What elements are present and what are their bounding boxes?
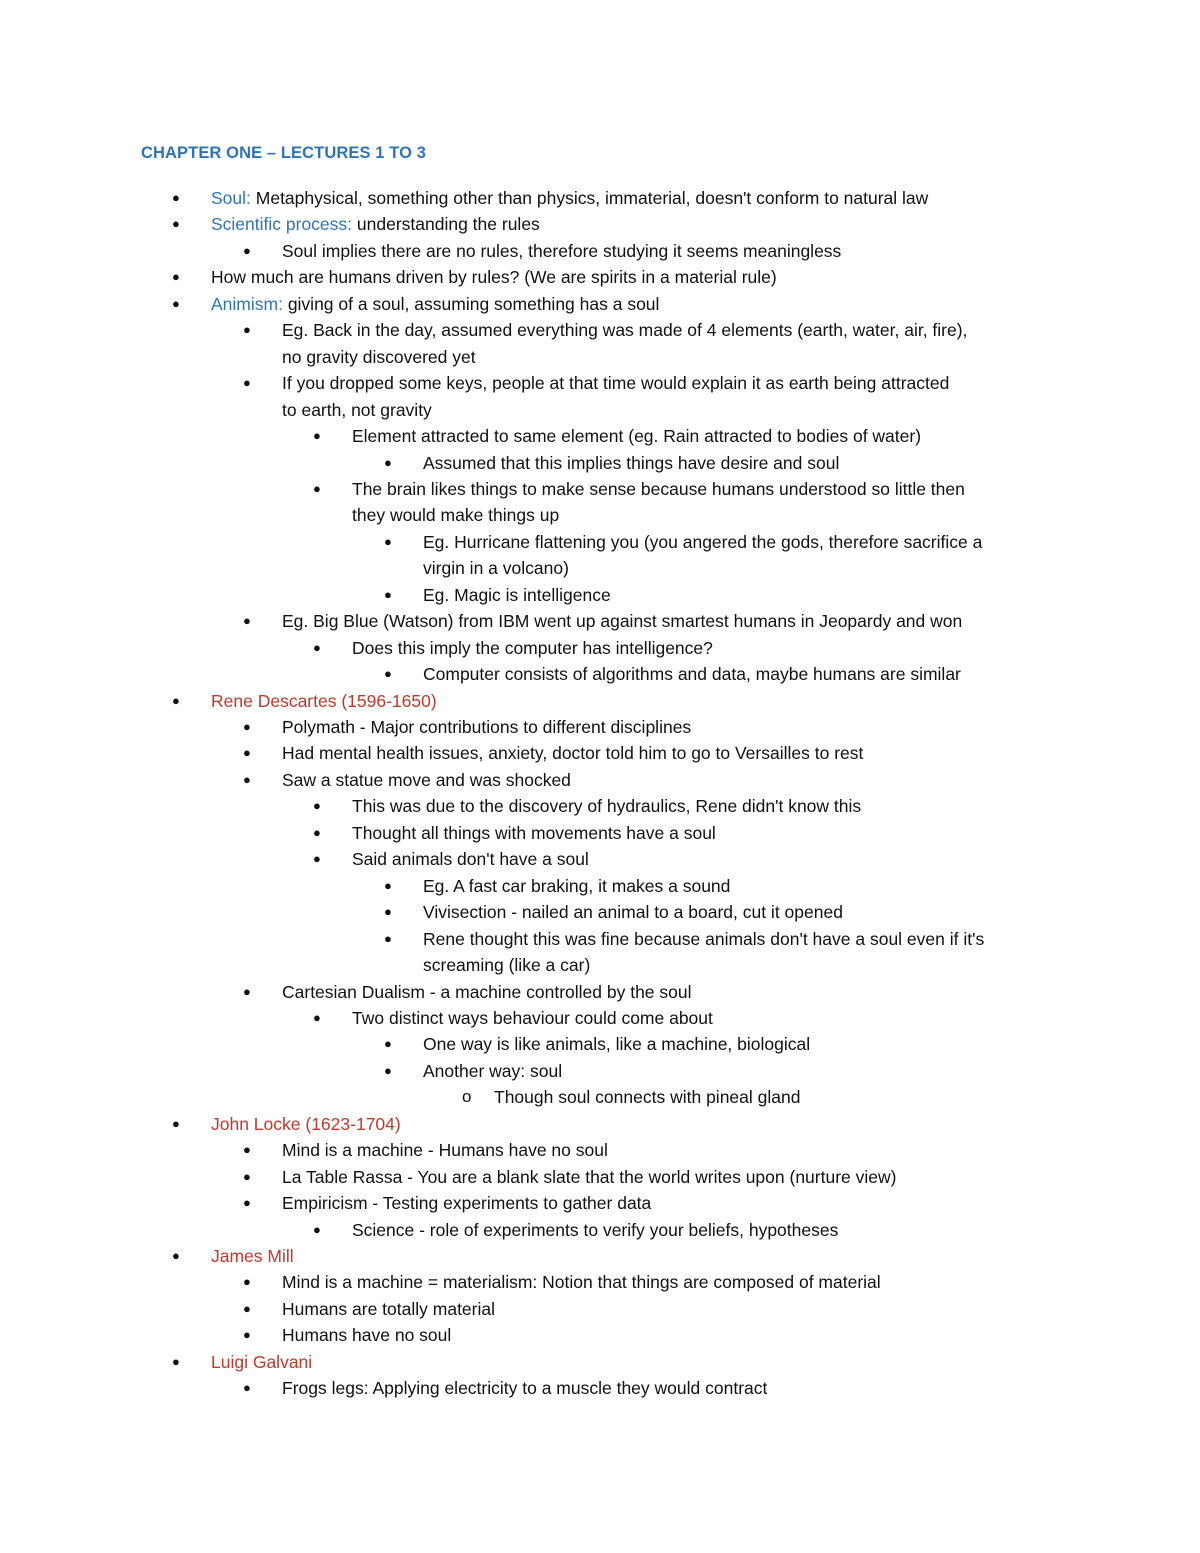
list-item-text bbox=[423, 557, 569, 579]
list-item-text bbox=[352, 504, 559, 526]
list-item-label: James Mill bbox=[211, 1246, 294, 1266]
bullet-icon: ● bbox=[313, 824, 321, 840]
bullet-icon: ● bbox=[243, 1327, 251, 1343]
list-item-body: Had mental health issues, anxiety, doctor told him to go to Versailles to rest bbox=[282, 743, 864, 764]
list-item bbox=[0, 213, 1200, 235]
list-item-body: giving of a soul, assuming something has a soul bbox=[282, 293, 660, 314]
list-item-body: Vivisection - nailed an animal to a board, cut it opened bbox=[423, 902, 843, 923]
list-item-text bbox=[282, 769, 571, 791]
list-item-text bbox=[282, 1139, 608, 1161]
list-item-text bbox=[211, 1113, 401, 1135]
bullet-icon: ● bbox=[243, 745, 251, 761]
list-item-body: Does this imply the computer has intelligence? bbox=[352, 637, 713, 658]
list-item-text bbox=[282, 372, 949, 394]
list-item-body: Another way: soul bbox=[423, 1060, 563, 1081]
bullet-icon: ● bbox=[384, 877, 392, 893]
list-item-text bbox=[282, 240, 841, 262]
bullet-icon: ● bbox=[384, 533, 392, 549]
list-item-body: La Table Rassa - You are a blank slate that the world writes upon (nurture view) bbox=[282, 1166, 897, 1187]
list-item-body: Eg. Hurricane flattening you (you angered the gods, therefore sacrifice a bbox=[423, 531, 983, 552]
list-item-text bbox=[423, 954, 590, 976]
list-item-label: Luigi Galvani bbox=[211, 1351, 313, 1372]
list-item-body: Thought all things with movements have a soul bbox=[352, 822, 716, 843]
list-item-text bbox=[352, 822, 716, 844]
list-item-body: Mind is a machine - Humans have no soul bbox=[282, 1140, 608, 1161]
list-item-body: Eg. Magic is intelligence bbox=[423, 584, 611, 605]
bullet-icon: ● bbox=[384, 1036, 392, 1052]
list-item bbox=[0, 1298, 1200, 1320]
list-item-body: Empiricism - Testing experiments to gather data bbox=[282, 1193, 652, 1214]
list-item bbox=[0, 452, 1200, 474]
list-item-body: How much are humans driven by rules? (We are spirits in a material rule) bbox=[211, 267, 777, 288]
bullet-icon: ● bbox=[172, 190, 180, 205]
list-item-text bbox=[352, 1219, 838, 1241]
bullet-icon: ● bbox=[172, 692, 180, 708]
list-item-text bbox=[211, 690, 437, 712]
list-item bbox=[0, 928, 1200, 950]
list-item-body: Saw a statue move and was shocked bbox=[282, 769, 571, 790]
list-item-text bbox=[211, 266, 777, 288]
bullet-icon: ● bbox=[313, 428, 321, 444]
list-item bbox=[0, 716, 1200, 738]
list-item-text bbox=[352, 637, 713, 659]
list-item bbox=[0, 504, 1200, 526]
list-item-body: Metaphysical, something other than physics, immaterial, doesn't conform to natural law bbox=[250, 188, 929, 208]
list-item-label: Animism: bbox=[211, 293, 283, 314]
bullet-icon: ● bbox=[172, 1115, 180, 1131]
list-item bbox=[0, 610, 1200, 632]
list-item-text bbox=[423, 875, 730, 897]
list-item-label: Scientific process: bbox=[211, 214, 353, 235]
bullet-icon: ● bbox=[384, 666, 392, 682]
list-item bbox=[0, 372, 1200, 394]
list-item-body: Assumed that this implies things have desire and soul bbox=[423, 452, 840, 473]
list-item bbox=[0, 557, 1200, 579]
list-item-text bbox=[423, 1033, 810, 1055]
list-item-body: Frogs legs: Applying electricity to a muscle they would contract bbox=[282, 1378, 768, 1399]
list-item bbox=[0, 690, 1200, 712]
list-item bbox=[0, 1377, 1200, 1399]
list-item bbox=[0, 1060, 1200, 1082]
list-item-body: The brain likes things to make sense because humans understood so little then bbox=[352, 478, 965, 499]
list-item-text bbox=[211, 187, 928, 209]
bullet-icon: ● bbox=[384, 904, 392, 920]
bullet-icon: ● bbox=[243, 1142, 251, 1158]
list-item-text bbox=[282, 1377, 767, 1399]
bullet-icon: ● bbox=[243, 322, 251, 338]
list-item-body: Humans have no soul bbox=[282, 1325, 452, 1346]
list-item-body: no gravity discovered yet bbox=[282, 346, 476, 367]
bullet-icon: ● bbox=[243, 613, 251, 629]
list-item bbox=[0, 531, 1200, 553]
bullet-icon: ● bbox=[243, 719, 251, 734]
list-item bbox=[0, 901, 1200, 923]
bullet-icon: ● bbox=[313, 1009, 321, 1025]
bullet-icon: ● bbox=[313, 480, 321, 496]
bullet-icon: o bbox=[462, 1087, 472, 1107]
list-item bbox=[0, 822, 1200, 844]
bullet-icon: ● bbox=[243, 771, 251, 787]
list-item bbox=[0, 478, 1200, 500]
list-item-text bbox=[282, 716, 691, 738]
list-item-body: Element attracted to same element (eg. Rain attracted to bodies of water) bbox=[352, 426, 922, 447]
list-item-text bbox=[282, 742, 863, 764]
list-item bbox=[0, 1139, 1200, 1161]
bullet-icon: ● bbox=[384, 586, 392, 602]
list-item bbox=[0, 795, 1200, 817]
list-item bbox=[0, 319, 1200, 341]
list-item-text bbox=[352, 1007, 713, 1029]
list-item-body: understanding the rules bbox=[352, 214, 540, 235]
list-item-body: Two distinct ways behaviour could come about bbox=[352, 1007, 713, 1028]
list-item-text bbox=[282, 981, 692, 1003]
list-item-text bbox=[282, 1271, 881, 1293]
list-item-text bbox=[352, 848, 589, 870]
list-item bbox=[0, 1351, 1200, 1373]
list-item-text bbox=[423, 531, 982, 553]
list-item-text bbox=[282, 319, 967, 341]
bullet-icon: ● bbox=[313, 1221, 321, 1237]
list-item-text bbox=[282, 346, 476, 368]
list-item-label: Soul: bbox=[211, 188, 251, 208]
list-item bbox=[0, 848, 1200, 870]
list-item-body: Mind is a machine = materialism: Notion that things are composed of material bbox=[282, 1272, 881, 1293]
list-item-text bbox=[423, 452, 839, 474]
bullet-icon: ● bbox=[243, 1300, 251, 1316]
bullet-icon: ● bbox=[172, 1248, 180, 1263]
bullet-icon: ● bbox=[384, 1062, 392, 1078]
list-item bbox=[0, 1033, 1200, 1055]
list-item-text bbox=[352, 795, 861, 817]
bullet-icon: ● bbox=[172, 295, 180, 311]
list-item-body: Computer consists of algorithms and data, maybe humans are similar bbox=[423, 664, 961, 685]
list-item-body: Eg. Back in the day, assumed everything was made of 4 elements (earth, water, air, fire), bbox=[282, 320, 968, 341]
list-item bbox=[0, 1113, 1200, 1135]
list-item-body: virgin in a volcano) bbox=[423, 558, 569, 579]
list-item-body: Though soul connects with pineal gland bbox=[494, 1087, 801, 1108]
list-item bbox=[0, 875, 1200, 897]
list-item bbox=[0, 266, 1200, 288]
list-item bbox=[0, 346, 1200, 368]
list-item-body: Eg. Big Blue (Watson) from IBM went up against smartest humans in Jeopardy and won bbox=[282, 611, 963, 632]
list-item bbox=[0, 399, 1200, 421]
list-item bbox=[0, 954, 1200, 976]
list-item-body: to earth, not gravity bbox=[282, 399, 432, 420]
list-item bbox=[0, 425, 1200, 447]
list-item-body: they would make things up bbox=[352, 505, 560, 526]
list-item bbox=[0, 663, 1200, 685]
bullet-icon: ● bbox=[243, 242, 251, 258]
list-item-text bbox=[494, 1086, 800, 1108]
bullet-icon: ● bbox=[243, 1195, 251, 1211]
bullet-icon: ● bbox=[243, 375, 251, 391]
list-item-body: If you dropped some keys, people at that time would explain it as earth being attracted bbox=[282, 373, 950, 394]
list-item-label: Rene Descartes (1596-1650) bbox=[211, 690, 437, 711]
list-item bbox=[0, 1324, 1200, 1346]
list-item-body: One way is like animals, like a machine, biological bbox=[423, 1034, 811, 1055]
list-item bbox=[0, 1007, 1200, 1029]
list-item-text bbox=[282, 1166, 896, 1188]
list-item bbox=[0, 1271, 1200, 1293]
list-item-text bbox=[423, 584, 611, 606]
list-item-text bbox=[211, 293, 659, 315]
list-item bbox=[0, 1245, 1200, 1267]
chapter-heading: CHAPTER ONE – LECTURES 1 TO 3 bbox=[141, 144, 426, 162]
bullet-icon: ● bbox=[313, 639, 321, 655]
bullet-icon: ● bbox=[243, 1168, 251, 1184]
list-item bbox=[0, 1219, 1200, 1241]
list-item bbox=[0, 637, 1200, 659]
list-item-text bbox=[423, 928, 984, 950]
list-item-body: Cartesian Dualism - a machine controlled by the soul bbox=[282, 981, 692, 1002]
bullet-icon: ● bbox=[384, 930, 392, 946]
list-item-text bbox=[352, 425, 921, 447]
list-item bbox=[0, 584, 1200, 606]
list-item-text bbox=[423, 901, 843, 923]
bullet-icon: ● bbox=[172, 1353, 180, 1369]
list-item-body: Eg. A fast car braking, it makes a sound bbox=[423, 875, 731, 896]
list-item-body: screaming (like a car) bbox=[423, 955, 591, 976]
list-item-text bbox=[211, 1245, 294, 1267]
bullet-icon: ● bbox=[243, 1380, 251, 1396]
list-item bbox=[0, 1166, 1200, 1188]
list-item bbox=[0, 187, 1200, 209]
list-item bbox=[0, 1086, 1200, 1108]
list-item bbox=[0, 240, 1200, 262]
list-item-body: Said animals don't have a soul bbox=[352, 849, 589, 870]
list-item bbox=[0, 1192, 1200, 1214]
list-item-text bbox=[282, 1324, 451, 1346]
bullet-icon: ● bbox=[243, 1274, 251, 1290]
list-item bbox=[0, 293, 1200, 315]
bullet-icon: ● bbox=[243, 983, 251, 999]
bullet-icon: ● bbox=[172, 216, 180, 232]
list-item-body: Rene thought this was fine because animals don't have a soul even if it's bbox=[423, 928, 985, 949]
list-item bbox=[0, 981, 1200, 1003]
list-item-text bbox=[352, 478, 965, 500]
list-item-body: This was due to the discovery of hydraulics, Rene didn't know this bbox=[352, 796, 862, 817]
list-item-body: Soul implies there are no rules, therefore studying it seems meaningless bbox=[282, 240, 842, 261]
list-item-text bbox=[211, 1351, 312, 1373]
list-item-body: Polymath - Major contributions to different disciplines bbox=[282, 717, 692, 737]
bullet-icon: ● bbox=[313, 798, 321, 814]
list-item-label: John Locke (1623-1704) bbox=[211, 1113, 401, 1134]
list-item-body: Science - role of experiments to verify your beliefs, hypotheses bbox=[352, 1219, 839, 1240]
list-item bbox=[0, 769, 1200, 791]
bullet-icon: ● bbox=[313, 851, 321, 867]
list-item-text bbox=[282, 399, 432, 421]
list-item-text bbox=[282, 1298, 495, 1320]
list-item-text bbox=[282, 610, 962, 632]
list-item-text bbox=[423, 1060, 562, 1082]
bullet-icon: ● bbox=[172, 269, 180, 285]
list-item-text bbox=[211, 213, 540, 235]
bullet-icon: ● bbox=[384, 454, 392, 470]
list-item bbox=[0, 742, 1200, 764]
list-item-body: Humans are totally material bbox=[282, 1298, 495, 1319]
list-item-text bbox=[282, 1192, 651, 1214]
list-item-text bbox=[423, 663, 961, 685]
